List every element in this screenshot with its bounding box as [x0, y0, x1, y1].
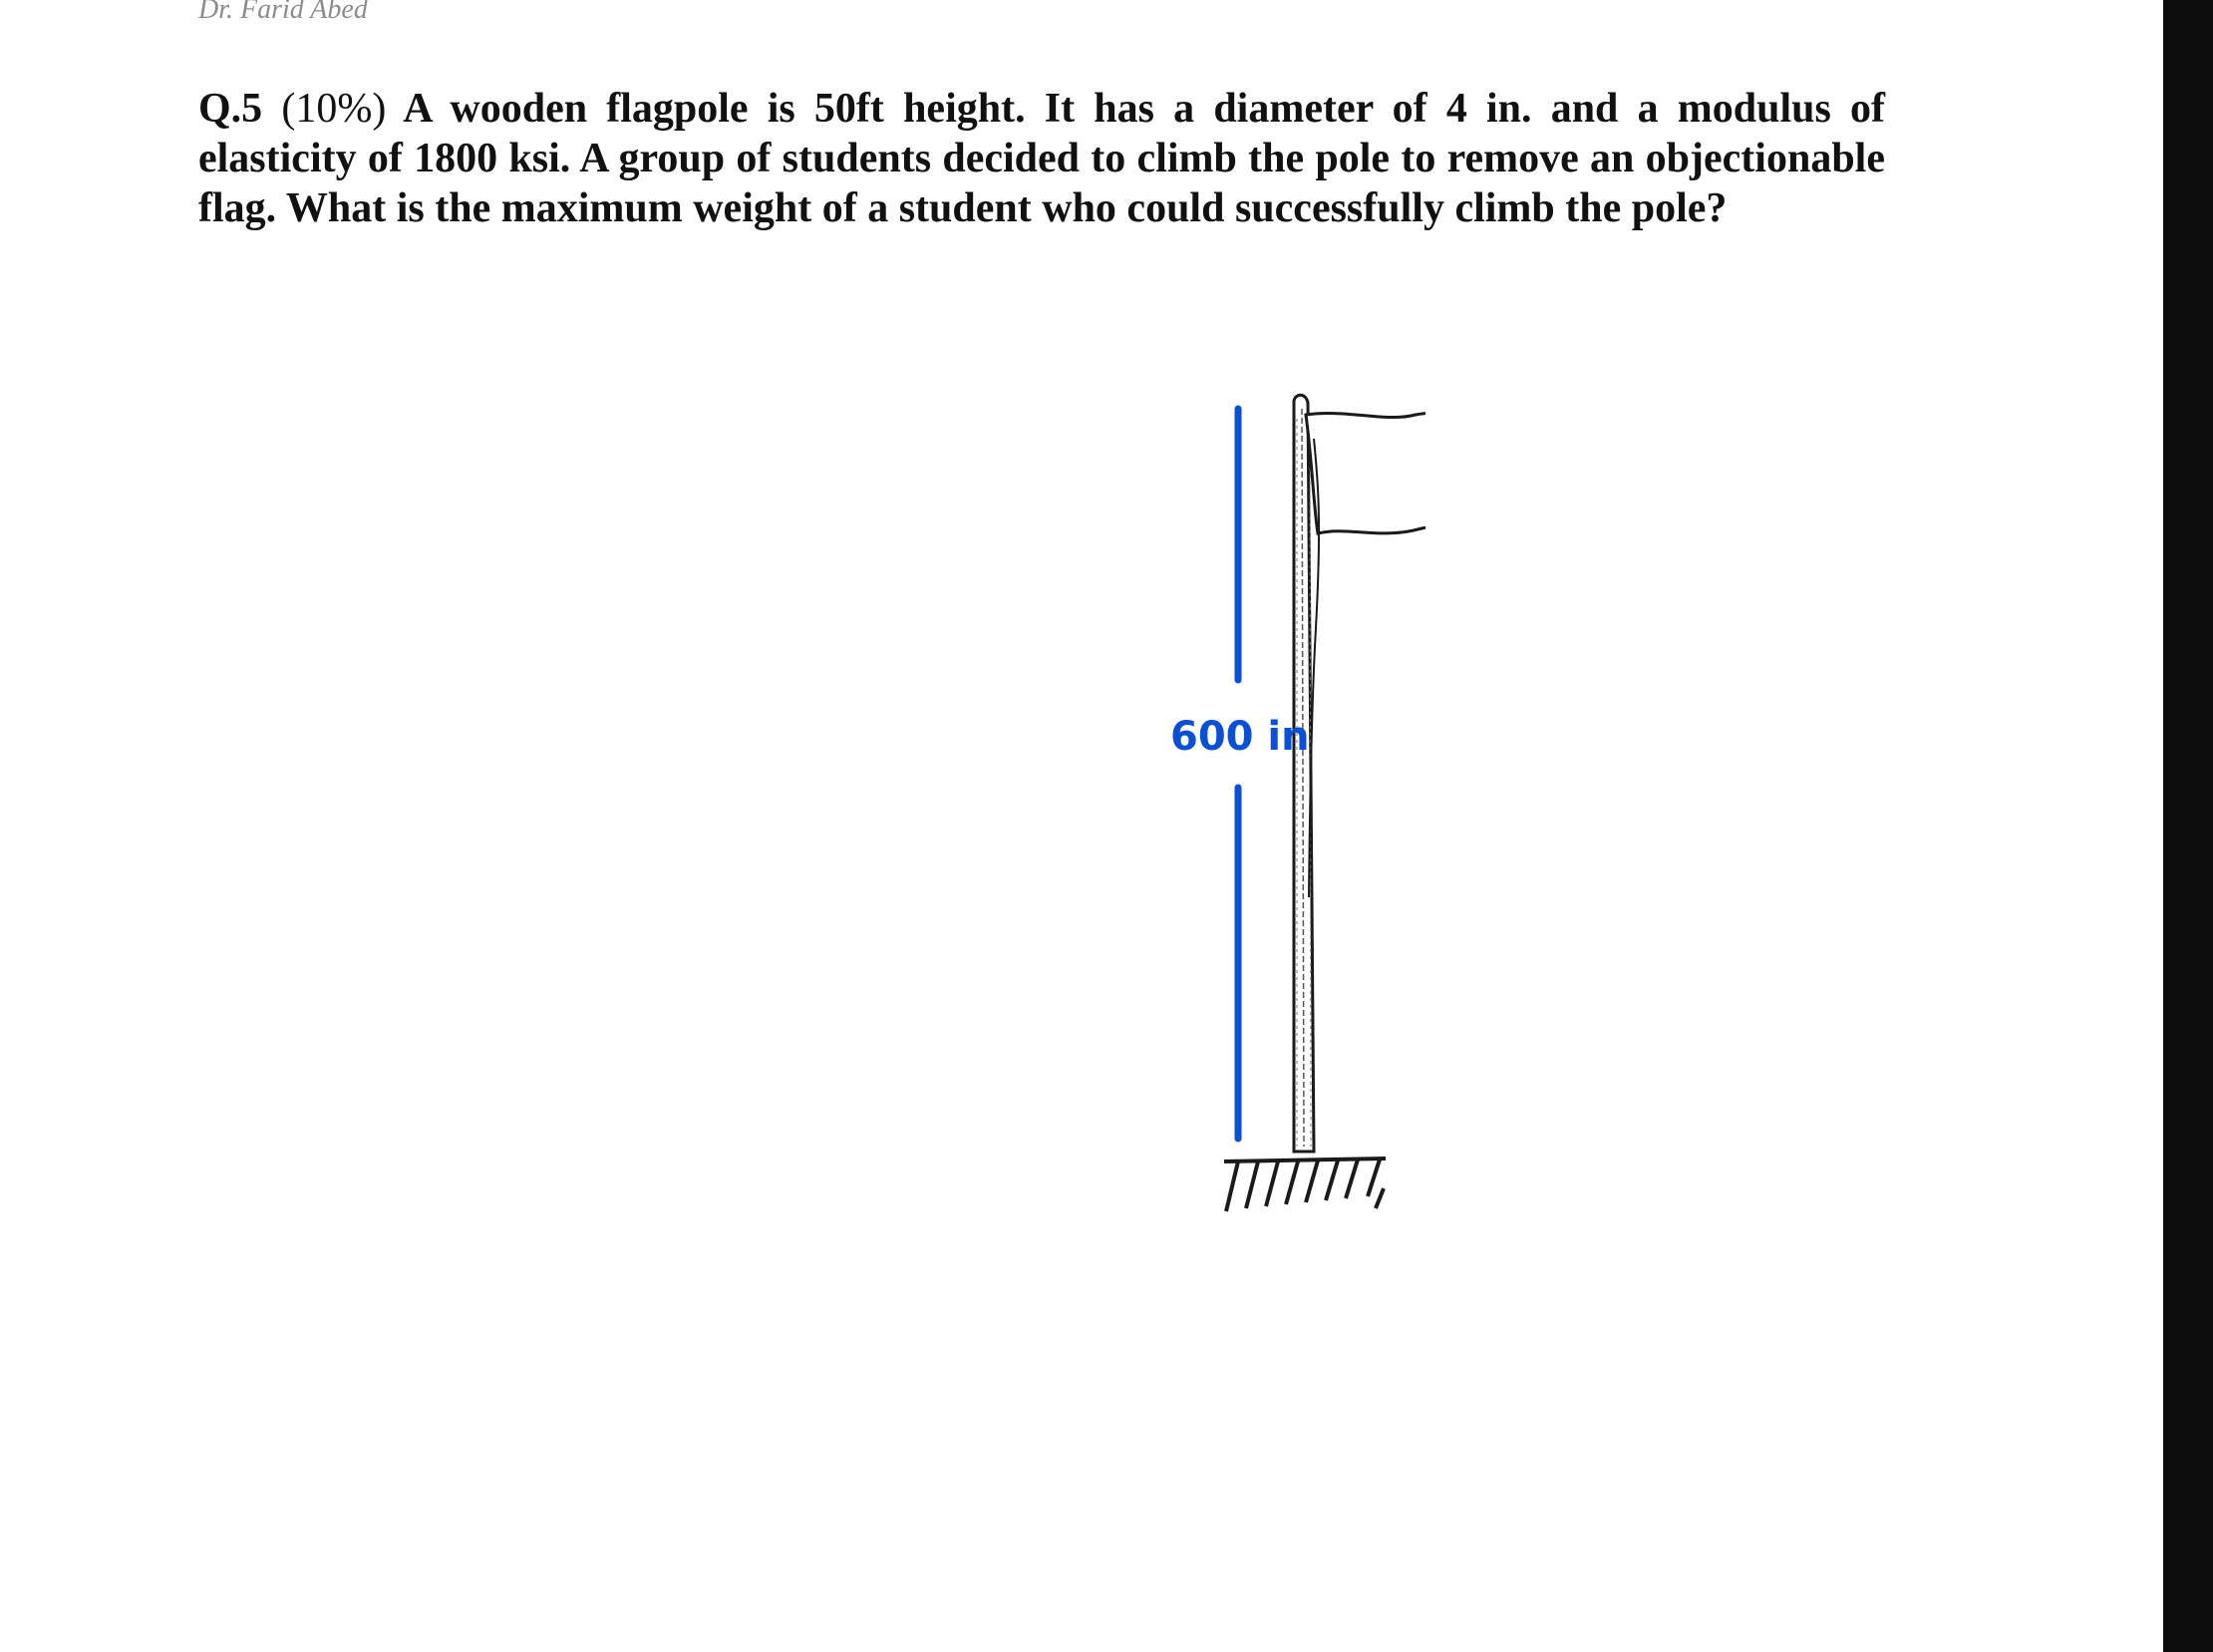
- window-edge-bar: [2163, 0, 2213, 1652]
- page-header-author: Dr. Farid Abed: [198, 0, 368, 25]
- question-weight: (10%): [281, 86, 387, 132]
- question-text-block: [198, 84, 1885, 233]
- flag-icon: [1306, 413, 1425, 897]
- question-body: A wooden flagpole is 50ft height. It has a diameter of 4 in. and a modulus of elasticity of 1800 ksi. A group of students decided to climb the pole to remove an objectionable flag. What is the maximum weight of a student who could successfully climb the pole?: [198, 86, 1885, 231]
- flagpole-figure: [1146, 379, 1425, 1226]
- question-number: Q.5: [198, 86, 263, 132]
- dimension-label: 600 in: [1170, 714, 1310, 760]
- fixed-support-icon: [1224, 1158, 1386, 1211]
